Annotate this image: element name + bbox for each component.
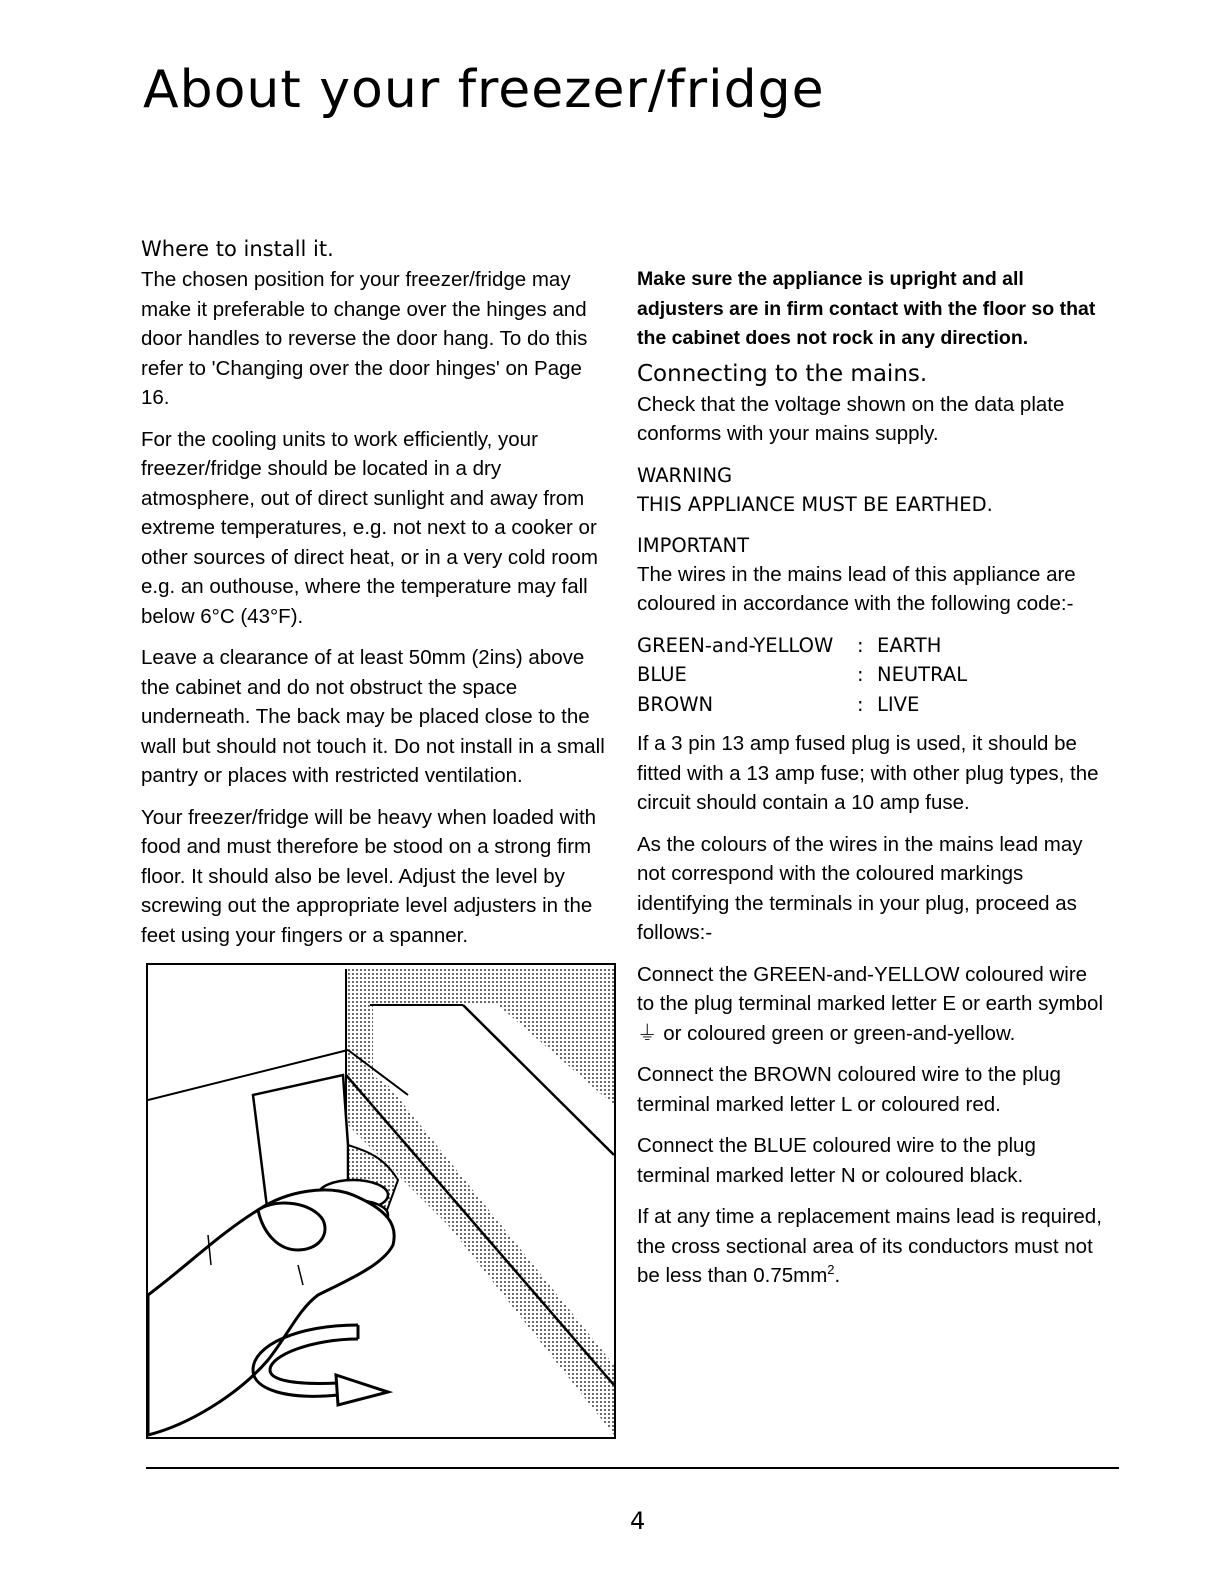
wire-code-row	[637, 631, 967, 661]
paragraph-wire-colours: The wires in the mains lead of this appliance are coloured in accordance with the following code:-	[637, 562, 1076, 615]
replacement-lead-end: .	[834, 1264, 841, 1287]
wire-meaning: LIVE	[877, 692, 920, 716]
paragraph-brown-wire: Connect the BROWN coloured wire to the plug terminal marked letter L or coloured red.	[637, 1063, 1061, 1116]
important-label: IMPORTANT	[637, 533, 750, 557]
right-column	[637, 265, 1107, 1303]
page-number: 4	[630, 1507, 646, 1535]
paragraph-install-3: Leave a clearance of at least 50mm (2ins) above the cabinet and do not obstruct the space underneath. The back may be placed close to the wall but should not touch it. Do not install in a small pantry or places with restricted ventilation.	[141, 646, 605, 787]
section-heading-mains: Connecting to the mains.	[637, 360, 928, 387]
wire-colour-code-table	[637, 631, 967, 720]
wire-colour: BLUE	[637, 663, 687, 686]
paragraph-replacement-lead	[637, 1202, 1107, 1291]
paragraph-install-2: For the cooling units to work efficiently, your freezer/fridge should be located in a dry atmosphere, out of direct sunlight and away from extreme temperatures, e.g. not next to a cooker or other sources of direct heat, or in a very cold room e.g. an outhouse, where the temperature may fall below 6°C (43°F).	[141, 427, 598, 628]
paragraph-install-1: The chosen position for your freezer/fridge may make it preferable to change over the hinges and door handles to reverse the door hang. To do this refer to 'Changing over the door hinges' on Page 16.	[141, 268, 588, 409]
paragraph-blue-wire: Connect the BLUE coloured wire to the plug terminal marked letter N or coloured black.	[637, 1134, 1036, 1187]
level-adjuster-illustration	[146, 963, 616, 1439]
hand-adjusting-foot-drawing	[148, 965, 614, 1437]
footer-divider	[146, 1467, 1119, 1469]
left-column	[141, 235, 611, 962]
wire-separator: :	[857, 663, 864, 686]
warning-text: THIS APPLIANCE MUST BE EARTHED.	[637, 492, 993, 516]
paragraph-earth-wire	[637, 960, 1107, 1049]
warning-label: WARNING	[637, 463, 733, 487]
wire-separator: :	[857, 692, 864, 716]
earth-wire-text: Connect the GREEN-and-YELLOW coloured wire to the plug terminal marked letter E or earth symbol	[637, 962, 1104, 1015]
wire-colour: BROWN	[637, 692, 714, 716]
paragraph-install-4: Your freezer/fridge will be heavy when loaded with food and must therefore be stood on a strong firm floor. It should also be level. Adjust the level by screwing out the appropriate level adjusters in the feet using your fingers or a spanner.	[141, 805, 597, 947]
squared-superscript: 2	[827, 1262, 835, 1278]
earth-symbol-icon: ⏚	[637, 1021, 658, 1045]
paragraph-colour-mismatch: As the colours of the wires in the mains lead may not correspond with the coloured markings identifying the terminals in your plug, proceed as follows:-	[637, 832, 1083, 944]
paragraph-voltage: Check that the voltage shown on the data plate conforms with your mains supply.	[637, 392, 1065, 445]
paragraph-fuse: If a 3 pin 13 amp fused plug is used, it should be fitted with a 13 amp fuse; with other plug types, the circuit should contain a 10 amp fuse.	[637, 732, 1099, 814]
wire-meaning: EARTH	[877, 633, 942, 657]
page-title: About your freezer/fridge	[143, 60, 825, 120]
section-heading-install: Where to install it.	[141, 237, 334, 261]
earth-wire-text-end: or coloured green or green-and-yellow.	[663, 1021, 1016, 1045]
wire-separator: :	[857, 633, 864, 657]
wire-colour: GREEN-and-YELLOW	[637, 633, 834, 657]
wire-code-row	[637, 690, 967, 720]
upright-instruction: Make sure the appliance is upright and all adjusters are in firm contact with the floor so that the cabinet does not rock in any direction.	[637, 268, 1096, 349]
replacement-lead-text: If at any time a replacement mains lead is required, the cross sectional area of its conductors must not be less than 0.75mm	[637, 1205, 1102, 1287]
wire-code-row	[637, 660, 967, 690]
wire-meaning: NEUTRAL	[877, 663, 968, 686]
